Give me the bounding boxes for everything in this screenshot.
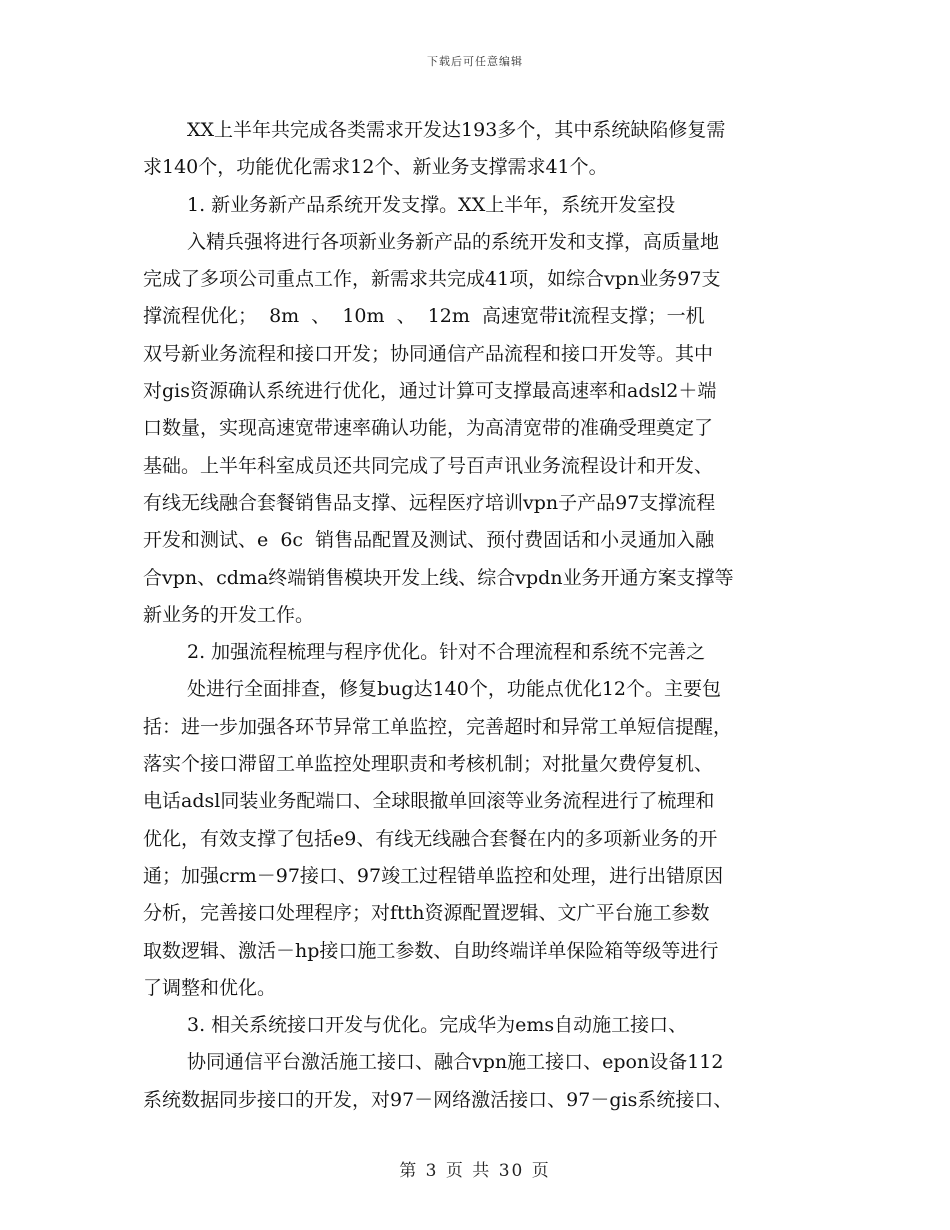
paragraph-line: 电话adsl同装业务配端口、全球眼撤单回滚等业务流程进行了梳理和 xyxy=(143,790,715,813)
paragraph-line: 基础。上半年科室成员还共同完成了号百声讯业务流程设计和开发、 xyxy=(143,454,714,477)
paragraph-line: 口数量，实现高速宽带速率确认功能，为高清宽带的准确受理奠定了 xyxy=(143,417,714,440)
paragraph-line: 括：进一步加强各环节异常工单监控，完善超时和异常工单短信提醒， xyxy=(143,715,733,738)
paragraph-line: 了调整和优化。 xyxy=(143,976,277,999)
page-number-footer: 第 3 页 共 30 页 xyxy=(399,1161,551,1181)
paragraph-line: 开发和测试、e 6c 销售品配置及测试、预付费固话和小灵通加入融 xyxy=(143,529,715,552)
header-note: 下载后可任意编辑 xyxy=(427,55,523,68)
paragraph-line: 合vpn、cdma终端销售模块开发上线、综合vpdn业务开通方案支撑等 xyxy=(143,566,734,589)
paragraph-line: 有线无线融合套餐销售品支撑、远程医疗培训vpn子产品97支撑流程 xyxy=(143,491,716,514)
document-body xyxy=(143,112,808,1119)
paragraph-line: 求140个，功能优化需求12个、新业务支撑需求41个。 xyxy=(143,156,608,179)
paragraph-line: 分析，完善接口处理程序；对ftth资源配置逻辑、文广平台施工参数 xyxy=(143,902,710,925)
paragraph-line: 系统数据同步接口的开发，对97－网络激活接口、97－gis系统接口、 xyxy=(143,1088,733,1111)
paragraph-line: 完成了多项公司重点工作，新需求共完成41项，如综合vpn业务97支 xyxy=(143,268,721,291)
paragraph-line: 协同通信平台激活施工接口、融合vpn施工接口、epon设备112 xyxy=(187,1051,724,1074)
paragraph-line: 通；加强crm－97接口、97竣工过程错单监控和处理，进行出错原因 xyxy=(143,864,724,887)
paragraph-line: 入精兵强将进行各项新业务新产品的系统开发和支撑，高质量地 xyxy=(187,230,720,253)
paragraph-line: 取数逻辑、激活－hp接口施工参数、自助终端详单保险箱等级等进行 xyxy=(143,939,719,962)
paragraph-line: 1. 新业务新产品系统开发支撑。XX上半年，系统开发室投 xyxy=(187,193,676,216)
paragraph-line: 新业务的开发工作。 xyxy=(143,603,315,626)
paragraph-line: 处进行全面排查，修复bug达140个，功能点优化12个。主要包 xyxy=(187,678,722,701)
paragraph-line: 双号新业务流程和接口开发；协同通信产品流程和接口开发等。其中 xyxy=(143,342,714,365)
paragraph-line: 对gis资源确认系统进行优化，通过计算可支撑最高速率和adsl2＋端 xyxy=(143,380,717,403)
paragraph-line: 撑流程优化； 8m 、 10m 、 12m 高速宽带it流程支撑；一机 xyxy=(143,305,705,328)
paragraph-line: 3. 相关系统接口开发与优化。完成华为ems自动施工接口、 xyxy=(187,1014,688,1037)
paragraph-line: XX上半年共完成各类需求开发达193多个，其中系统缺陷修复需 xyxy=(187,119,726,141)
paragraph-line: 优化，有效支撑了包括e9、有线无线融合套餐在内的多项新业务的开 xyxy=(143,827,718,850)
paragraph-line: 落实个接口滞留工单监控处理职责和考核机制；对批量欠费停复机、 xyxy=(143,753,714,776)
paragraph-line: 2. 加强流程梳理与程序优化。针对不合理流程和系统不完善之 xyxy=(187,641,706,664)
